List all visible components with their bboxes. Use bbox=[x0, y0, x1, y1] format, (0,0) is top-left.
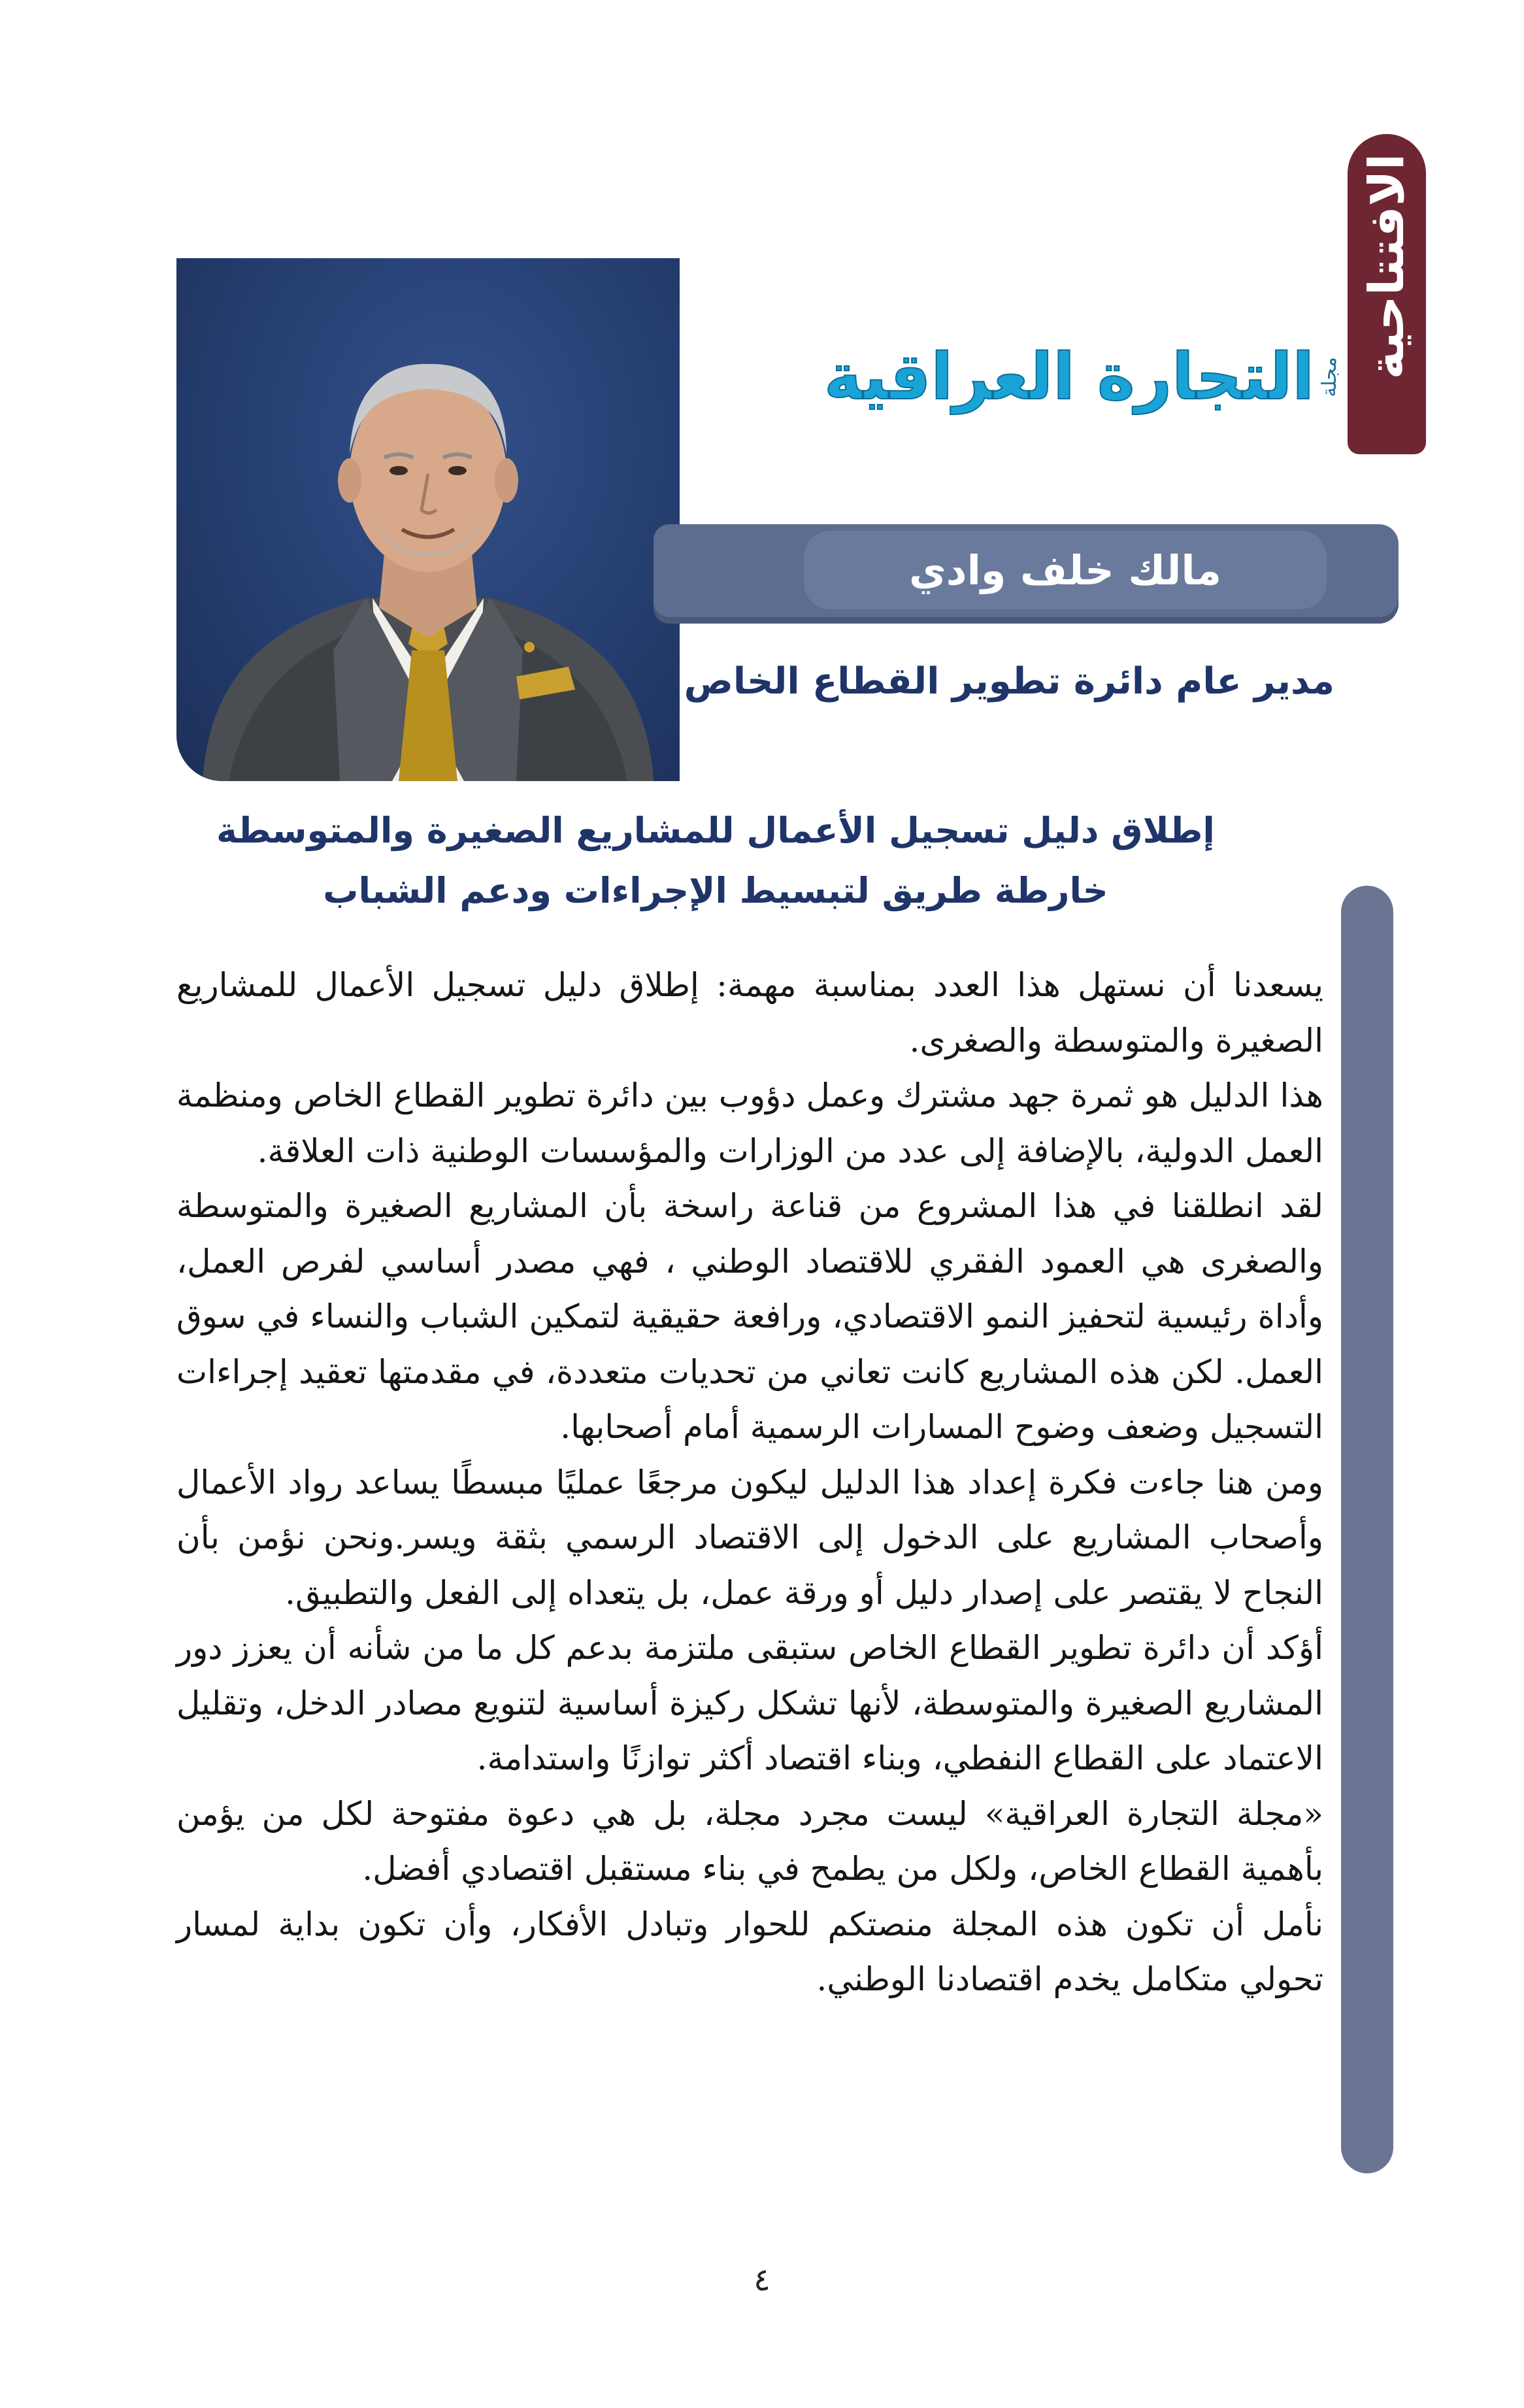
section-label: الافتتاحية bbox=[1359, 154, 1415, 380]
author-title: مدير عام دائرة تطوير القطاع الخاص bbox=[684, 660, 1334, 703]
article-headline bbox=[216, 801, 1216, 921]
magazine-name: التجارة العراقية bbox=[823, 340, 1314, 414]
article-paragraph: أؤكد أن دائرة تطوير القطاع الخاص ستبقى ملتزمة بدعم كل ما من شأنه أن يعزز دور المشاريع الصغيرة والمتوسطة، لأنها تشكل ركيزة أساسية لتنويع مصادر الدخل، وتقليل الاعتماد على القطاع النفطي، وبناء اقتصاد أكثر توازنًا واستدامة. bbox=[176, 1629, 1323, 1777]
author-portrait-illustration bbox=[176, 258, 680, 781]
magazine-prefix: مجلة bbox=[1318, 357, 1341, 397]
article-paragraph: هذا الدليل هو ثمرة جهد مشترك وعمل دؤوب بين دائرة تطوير القطاع الخاص ومنظمة العمل الدولية، بالإضافة إلى عدد من الوزارات والمؤسسات الوطنية ذات العلاقة. bbox=[176, 1077, 1323, 1170]
article-paragraph: لقد انطلقنا في هذا المشروع من قناعة راسخة بأن المشاريع الصغيرة والمتوسطة والصغرى هي العمود الفقري للاقتصاد الوطني ، فهي مصدر أساسي لفرص العمل، وأداة رئيسية لتحفيز النمو الاقتصادي، ورافعة حقيقية لتمكين الشباب والنساء في سوق العمل. لكن هذه المشاريع كانت تعاني من تحديات متعددة، في مقدمتها تعقيد إجراءات التسجيل وضعف وضوح المسارات الرسمية أمام أصحابها. bbox=[176, 1187, 1323, 1446]
decorative-side-bar bbox=[1341, 886, 1393, 2173]
author-name: مالك خلف وادي bbox=[908, 546, 1222, 594]
author-photo bbox=[176, 258, 680, 781]
page-number: ٤ bbox=[754, 2262, 770, 2298]
headline-line-1: إطلاق دليل تسجيل الأعمال للمشاريع الصغيرة والمتوسطة bbox=[216, 810, 1215, 851]
headline-line-2: خارطة طريق لتبسيط الإجراءات ودعم الشباب bbox=[323, 870, 1108, 911]
article-paragraph: يسعدنا أن نستهل هذا العدد بمناسبة مهمة: إطلاق دليل تسجيل الأعمال للمشاريع الصغيرة والمتوسطة والصغرى. bbox=[176, 966, 1323, 1060]
article-paragraph: «مجلة التجارة العراقية» ليست مجرد مجلة، بل هي دعوة مفتوحة لكل من يؤمن بأهمية القطاع الخاص، ولكل من يطمح في بناء مستقبل اقتصادي أفضل. bbox=[176, 1794, 1323, 1888]
article-paragraph: نأمل أن تكون هذه المجلة منصتكم للحوار وتبادل الأفكار، وأن تكون بداية لمسار تحولي متكامل يخدم اقتصادنا الوطني. bbox=[176, 1905, 1323, 1998]
author-name-plate bbox=[804, 531, 1327, 609]
author-name-banner bbox=[654, 524, 1399, 624]
article-paragraph: ومن هنا جاءت فكرة إعداد هذا الدليل ليكون مرجعًا عمليًا مبسطًا يساعد رواد الأعمال وأصحاب المشاريع على الدخول إلى الاقتصاد الرسمي بثقة ويسر.ونحن نؤمن بأن النجاح لا يقتصر على إصدار دليل أو ورقة عمل، بل يتعداه إلى الفعل والتطبيق. bbox=[176, 1463, 1323, 1612]
section-tab bbox=[1348, 134, 1426, 454]
magazine-logo bbox=[824, 340, 1341, 414]
article-body bbox=[176, 958, 1323, 2007]
